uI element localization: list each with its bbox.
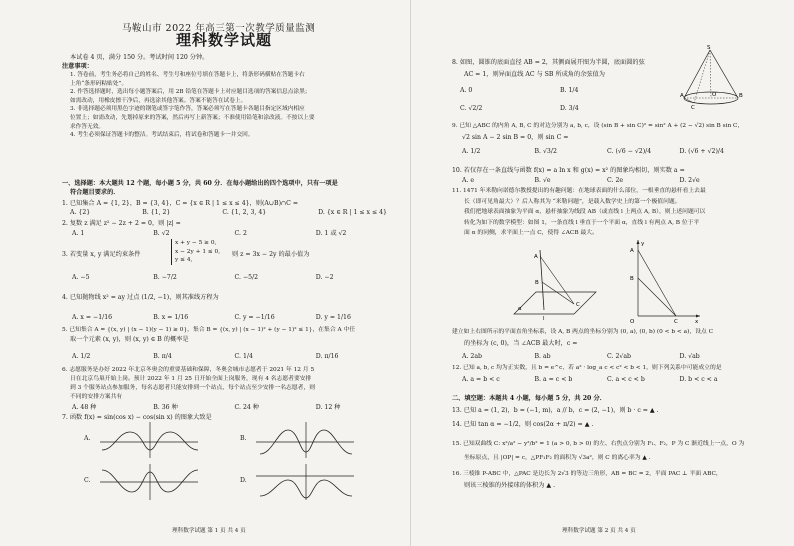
question-11-ask: 的坐标为 (c, 0)，当 ∠ACB 最大时，c =	[464, 340, 578, 347]
option-c: C. 2√ab	[607, 353, 631, 360]
question-15-cont: 坐标原点，且 |OP| = c，△PF₁F₂ 的面积为 √3a²，则 C 的离心率为 ▲ .	[464, 455, 651, 461]
page-fold-divider	[410, 0, 411, 546]
option-c: C. a < c < b	[607, 376, 645, 383]
question-9-options	[452, 147, 752, 156]
option-c: C. y = −1/16	[234, 314, 275, 321]
option-d: D. {x ∈ R | 1 ≤ x ≤ 4}	[318, 209, 387, 216]
option-c: C. 2	[234, 230, 247, 237]
label-o: O	[712, 92, 717, 98]
label-a: A	[534, 254, 538, 260]
question-6-line: 日在北京鸟巢开始上岗。预计 2022 年 1 月 25 日开始全面上岗服务，现有 4 名志愿者要安排	[70, 376, 312, 382]
label-a: A	[630, 248, 634, 254]
miller-figure-2	[624, 238, 704, 324]
graph-d	[256, 462, 356, 502]
miller-figure-1	[504, 240, 604, 322]
label-c: C	[576, 302, 580, 308]
graph-b-label: B.	[240, 435, 247, 442]
option-b: B. √3/2	[534, 148, 557, 155]
option-b: B. {1, 2}	[142, 209, 171, 216]
graph-c-label: C.	[84, 477, 91, 484]
label-x: x	[695, 319, 699, 324]
note-line: 2. 作答选择题时，选出每小题答案后，用 2B 铅笔在答题卡上对应题目选项的答案信息点涂黑；	[70, 89, 311, 96]
option-c: C. −5/2	[234, 274, 259, 281]
question-6-line: 不同的安排方案共有	[70, 394, 123, 400]
option-b: B. 36 种	[153, 404, 178, 411]
question-9-cont: √2 sin A − 2 sin B = 0，则 sin C =	[462, 134, 569, 141]
question-11-line: 长（即可见角最大）？后人称其为 “米勒问题”，是载入数学史上的第一个极值问题。	[464, 198, 681, 205]
question-10-options	[452, 176, 752, 185]
question-3-options	[62, 273, 397, 282]
question-8-cont: AC = 1，则异面直线 AC 与 SB 所成角的余弦值为	[464, 71, 605, 78]
question-6-options	[62, 403, 397, 412]
option-a: A. −5	[72, 274, 90, 281]
option-a: A. e	[462, 177, 475, 184]
constraint-line: y ≤ 4,	[175, 257, 193, 264]
note-line: 求作答无效。	[70, 123, 105, 130]
exam-intro: 本试卷 4 页，满分 150 分。考试时间 120 分钟。	[70, 54, 209, 61]
graph-a	[100, 420, 200, 460]
notes-list	[62, 71, 397, 140]
question-4-options	[62, 313, 397, 322]
graph-b	[256, 420, 356, 460]
note-line: 1. 答卷前，考生务必将自己的姓名、考生号和座位号填在答题卡上，将条形码横贴在答题卡右	[70, 72, 305, 78]
label-s: S	[707, 45, 711, 51]
option-a: A. 1/2	[72, 353, 91, 360]
label-c: C	[674, 319, 678, 324]
question-11-line: 面 α 的同侧，求平面上一点 C，使得 ∠ACB 最大。	[464, 230, 598, 236]
question-5-cont: 取一个元素 (x, y)，则 (x, y) ∈ B 的概率是	[70, 336, 189, 343]
label-c: C	[691, 105, 695, 110]
option-a: A. 0	[460, 87, 473, 94]
question-6-line: 6. 志愿服务是办好 2022 年北京冬奥会的重要基础和保障，冬奥会城市志愿者于 2021 年 12 月 5	[62, 367, 315, 373]
cone-figure	[680, 44, 744, 110]
label-l: l	[543, 316, 545, 322]
question-6	[62, 366, 397, 402]
option-a: A. x = −1/16	[72, 314, 113, 321]
option-c: C. 2e	[607, 177, 624, 184]
option-d: D. (√6 + √2)/4	[679, 148, 724, 155]
option-b: B. a = c < b	[534, 376, 573, 383]
option-b: B. −7/2	[153, 274, 177, 281]
question-12-options	[452, 375, 752, 384]
question-3-stem: 3. 若变量 x, y 满足约束条件	[62, 251, 141, 258]
question-11-line: 11. 1471 年米勒向诺德尔教授提出的有趣问题：在地球表面的什么部位，一根垂直的悬杆看上去最	[452, 188, 706, 194]
option-b: B. √2	[153, 230, 170, 237]
option-b: B. 1/4	[560, 87, 579, 94]
left-page	[62, 0, 397, 546]
question-11-line: 转化为如下的数学模型：如图 1，一条直线 l 垂直于一个平面 α，直线 l 有两点 A, B 位于平	[464, 219, 700, 226]
option-b: B. ab	[534, 353, 551, 360]
option-a: A. a = b < c	[462, 376, 500, 383]
section1-heading-cont: 符合题目要求的．	[70, 189, 120, 196]
option-d: D. 3/4	[560, 105, 579, 112]
label-alpha: α	[518, 306, 522, 312]
question-2-options	[62, 229, 397, 238]
question-9: 9. 已知 △ABC 的内角 A, B, C 的对边分别为 a, b, c，设 (sin B + sin C)² = sin² A + (2 − √2) sin B sin C，	[452, 123, 744, 129]
option-d: D. 2√e	[679, 177, 700, 184]
constraint-line: x − 2y + 1 ≤ 0,	[175, 248, 221, 255]
option-c: C. (√6 − √2)/4	[607, 148, 652, 155]
page-1-footer: 理科数学试题 第 1 页 共 4 页	[172, 528, 246, 534]
exam-title: 马鞍山市 2022 年高三第一次教学质量监测	[122, 23, 316, 34]
question-8-options-1	[460, 86, 660, 95]
question-4: 4. 已知抛物线 x² = ay 过点 (1/2, −1)，则其准线方程为	[62, 294, 219, 301]
option-d: D. 1 或 √2	[315, 230, 347, 237]
section2-heading: 二、填空题：本题共 4 小题，每小题 5 分，共 20 分．	[452, 395, 606, 402]
right-page	[452, 0, 752, 546]
question-16-cont: 则该三棱锥的外接球的体积为 ▲ .	[464, 482, 556, 489]
option-b: B. x = 1/16	[153, 314, 189, 321]
question-16: 16. 三棱锥 P-ABC 中，△PAC 是边长为 2√3 的等边三角形，AB = BC = 2，平面 PAC ⊥ 平面 ABC，	[452, 471, 722, 477]
question-1-options	[62, 208, 397, 217]
option-d: D. 12 种	[315, 404, 341, 411]
option-a: A. 1/2	[462, 148, 481, 155]
question-6-line: 到 3 个服务站点参加服务，每名志愿者只能安排到一个站点，每个站点至少安排一名志愿者，则	[70, 385, 316, 391]
note-line: 3. 非选择题必须用黑色字迹的钢笔或签字笔作答，答案必须写在答题卡各题目指定区域内相应	[70, 106, 305, 113]
question-11-setup: 建立如上右图所示的平面直角坐标系，设 A, B 两点的坐标分别为 (0, a), (0, b) (0 < b < a)，设点 C	[452, 329, 713, 335]
label-b: B	[535, 280, 539, 286]
graph-c	[100, 462, 200, 502]
option-c: C. 24 种	[234, 404, 259, 411]
option-d: D. −2	[315, 274, 334, 281]
label-b: B	[630, 276, 634, 282]
question-8: 8. 如图，圆锥的底面直径 AB = 2，其侧面展开图为半圆，底面圆的弦	[452, 59, 645, 66]
question-11-options	[452, 352, 752, 361]
graph-a-label: A.	[84, 435, 91, 442]
option-d: D. b < c < a	[679, 376, 718, 383]
section1-heading: 一、选择题：本大题共 12 个题，每小题 5 分，共 60 分．在每小题给出的四个选项中，只有一项是	[62, 180, 338, 187]
label-y: y	[641, 241, 645, 247]
option-b: B. π/4	[153, 353, 172, 360]
question-14: 14. 已知 tan α = −1/2，则 cos(2α + π/2) = ▲ .	[452, 421, 594, 428]
page-2-footer: 理科数学试题 第 2 页 共 4 页	[562, 528, 636, 534]
question-11	[452, 186, 752, 239]
question-1: 1. 已知集合 A = {1, 2}，B = {3, 4}，C = {x ∈ R | 1 ≤ x ≤ 4}，则(A∪B)∩C =	[62, 200, 299, 207]
question-13: 13. 已知 a = (1, 2)，b = (−1, m)，a // b，c = (2, −1)，则 b · c = ▲ .	[452, 407, 659, 414]
note-line: 上角“条形码粘贴处”。	[70, 80, 128, 87]
note-line: 位置上；如需改动，先划掉原来的答案，然后再写上新答案；不准使用铅笔和涂改液。不按以上要	[70, 114, 315, 121]
question-12: 12. 已知 a, b, c 均为正实数，且 b = e^c，若 a² · log_a c < c² < b < 1，则下列关系中可能成立的是	[452, 365, 722, 371]
question-7: 7. 函数 f(x) = sin(cos x) − cos(sin x) 的图象大致是	[62, 414, 212, 421]
notes-heading: 注意事项：	[62, 63, 93, 70]
question-5: 5. 已知集合 A = {(x, y) | (x − 1)(y − 1) ≥ 0}，集合 B = {(x, y) | (x − 1)² + (y − 1)² ≤ 1}，在集合 A 中任	[62, 327, 356, 333]
option-d: D. √ab	[679, 353, 700, 360]
exam-subject-title: 理科数学试题	[176, 31, 273, 49]
option-d: D. π/16	[315, 353, 339, 360]
label-o: O	[630, 319, 635, 324]
question-8-options-2	[460, 104, 660, 113]
option-a: A. 2ab	[462, 353, 482, 360]
question-10: 10. 若仅存在一条直线与函数 f(x) = a ln x 和 g(x) = x² 的图象均相切，则实数 a =	[452, 167, 685, 174]
option-b: B. √e	[534, 177, 551, 184]
question-5-options	[62, 352, 397, 361]
note-line: 如需改动，用橡皮擦干净后，再选涂其他答案。答案不能答在试卷上。	[70, 97, 247, 104]
constraint-line: x + y − 5 ≥ 0,	[175, 240, 217, 246]
option-a: A. 48 种	[72, 404, 97, 411]
question-11-line: 我们把地球表面抽象为平面 α，悬杆抽象为线段 AB（或直线 l 上两点 A, B），则上述问题可以	[464, 209, 706, 215]
option-c: C. 1/4	[234, 353, 253, 360]
option-c: C. {1, 2, 3, 4}	[222, 209, 267, 216]
label-a: A	[680, 93, 684, 99]
note-line: 4. 考生必须保证答题卡的整洁。考试结束后，将试卷和答题卡一并交回。	[70, 132, 254, 139]
option-a: A. {2}	[70, 209, 91, 216]
graph-d-label: D.	[240, 477, 247, 484]
question-2: 2. 复数 z 满足 z² − 2z + 2 = 0，则 |z| =	[62, 220, 181, 227]
option-c: C. √2/2	[460, 105, 483, 112]
question-3-ask: 则 z = 3x − 2y 的最小值为	[232, 251, 310, 258]
question-15: 15. 已知双曲线 C: x²/a² − y²/b² = 1 (a > 0, b > 0) 的左、右焦点分别为 F₁、F₂，P 为 C 渐近线上一点，O 为	[452, 441, 745, 447]
option-a: A. 1	[72, 230, 85, 237]
label-b: B	[739, 93, 743, 99]
option-d: D. y = 1/16	[315, 314, 351, 321]
